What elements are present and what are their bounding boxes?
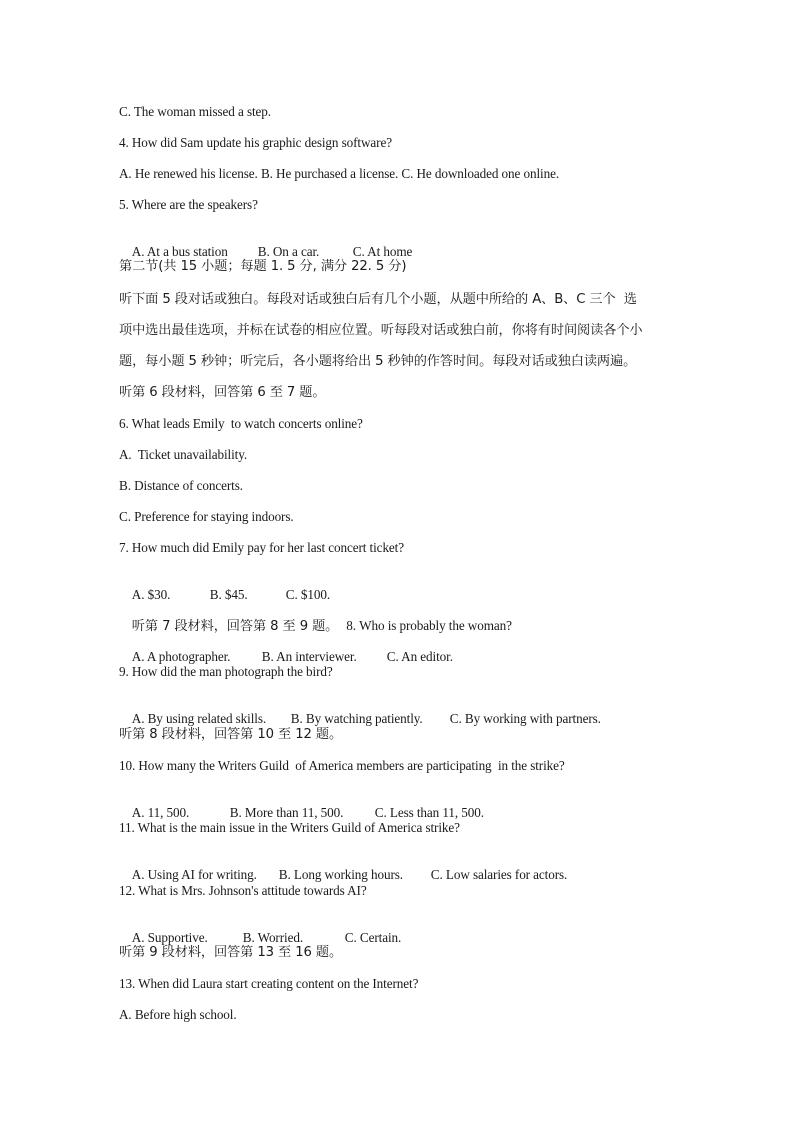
question-6: 6. What leads Emily to watch concerts online? xyxy=(119,416,363,431)
option-12a: A. Supportive. xyxy=(131,930,208,945)
question-13: 13. When did Laura start creating content on the Internet? xyxy=(119,976,419,991)
option-6c: C. Preference for staying indoors. xyxy=(119,509,294,524)
option-5c: C. At home xyxy=(352,244,413,259)
instructions-line-3: 题，每小题 5 秒钟；听完后，各小题将给出 5 秒钟的作答时间。每段对话或独白读两遍。 xyxy=(119,354,637,369)
question-4: 4. How did Sam update his graphic design software? xyxy=(119,135,392,150)
option-6b: B. Distance of concerts. xyxy=(119,478,243,493)
option-9b: B. By watching patiently. xyxy=(290,711,423,726)
material-9-heading: 听第 9 段材料，回答第 13 至 16 题。 xyxy=(119,945,343,960)
option-10b: B. More than 11, 500. xyxy=(229,805,344,820)
option-11b: B. Long working hours. xyxy=(278,867,403,882)
option-9a: A. By using related skills. xyxy=(131,711,267,726)
question-11: 11. What is the main issue in the Writers Guild of America strike? xyxy=(119,820,460,835)
options-4: A. He renewed his license. B. He purchased a license. C. He downloaded one online. xyxy=(119,166,560,181)
option-9c: C. By working with partners. xyxy=(449,711,601,726)
question-7: 7. How much did Emily pay for her last concert ticket? xyxy=(119,540,405,555)
option-10a: A. 11, 500. xyxy=(131,805,190,820)
material-7-heading: 听第 7 段材料，回答第 8 至 9 题。 xyxy=(131,619,339,634)
option-11a: A. Using AI for writing. xyxy=(131,867,257,882)
option-5a: A. At a bus station xyxy=(131,244,228,259)
question-12: 12. What is Mrs. Johnson's attitude towards AI? xyxy=(119,883,367,898)
option-10c: C. Less than 11, 500. xyxy=(374,805,484,820)
option-13a: A. Before high school. xyxy=(119,1007,237,1022)
option-3c: C. The woman missed a step. xyxy=(119,104,271,119)
question-8: 8. Who is probably the woman? xyxy=(346,618,512,633)
question-5: 5. Where are the speakers? xyxy=(119,197,258,212)
option-7c: C. $100. xyxy=(285,587,331,602)
option-7b: B. $45. xyxy=(209,587,248,602)
option-7a: A. $30. xyxy=(131,587,171,602)
option-8b: B. An interviewer. xyxy=(261,649,357,664)
option-8a: A. A photographer. xyxy=(131,649,231,664)
instructions-line-2: 项中选出最佳选项，并标在试卷的相应位置。听每段对话或独白前，你将有时间阅读各个小 xyxy=(119,323,643,338)
material-6-heading: 听第 6 段材料，回答第 6 至 7 题。 xyxy=(119,385,326,400)
instructions-line-1: 听下面 5 段对话或独白。每段对话或独白后有几个小题，从题中所给的 A、B、C 三个 选 xyxy=(119,292,637,307)
option-5b: B. On a car. xyxy=(257,244,320,259)
question-9: 9. How did the man photograph the bird? xyxy=(119,664,333,679)
question-10: 10. How many the Writers Guild of America members are participating in the strike? xyxy=(119,758,565,773)
option-6a: A. Ticket unavailability. xyxy=(119,447,248,462)
option-12b: B. Worried. xyxy=(242,930,304,945)
option-12c: C. Certain. xyxy=(344,930,402,945)
option-8c: C. An editor. xyxy=(386,649,453,664)
section-2-heading: 第二节(共 15 小题；每题 1. 5 分, 满分 22. 5 分) xyxy=(119,259,407,274)
material-8-heading: 听第 8 段材料，回答第 10 至 12 题。 xyxy=(119,727,343,742)
option-11c: C. Low salaries for actors. xyxy=(430,867,568,882)
